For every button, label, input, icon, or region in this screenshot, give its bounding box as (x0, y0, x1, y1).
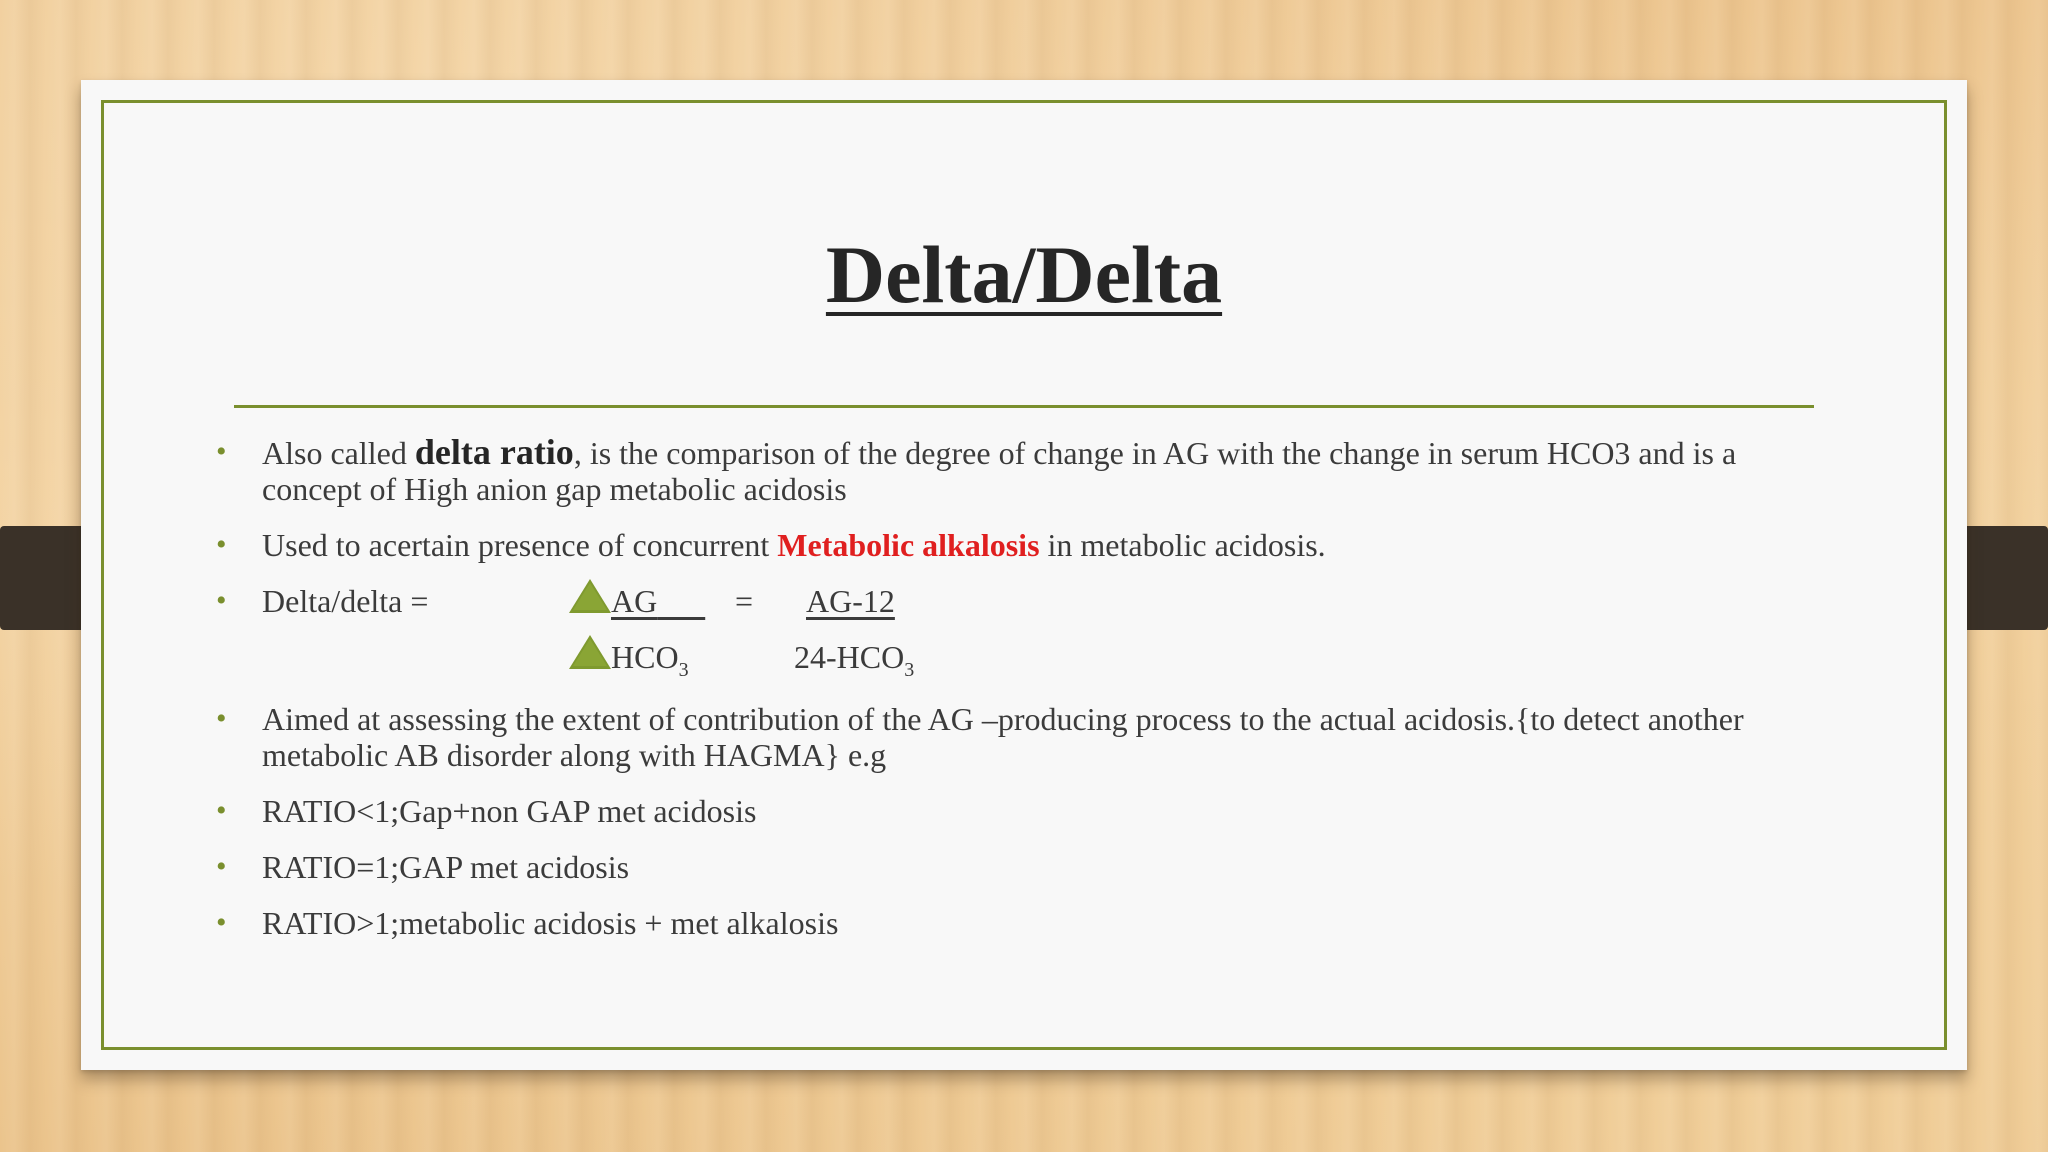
formula-numerator-left: AG (611, 583, 658, 619)
bullet-2-highlight: Metabolic alkalosis (777, 527, 1040, 563)
formula-label: Delta/delta = (262, 583, 429, 619)
bullet-1-bold-term: delta ratio (414, 432, 574, 472)
delta-triangle-icon (569, 635, 611, 669)
bullet-1-post: , is the comparison of the degree of change in AG with the change in serum HCO3 and is a concept of High anion gap metabolic acidosis (262, 435, 1737, 507)
bullet-dot-icon: • (216, 528, 227, 561)
slide-paper (81, 80, 1967, 1070)
bullet-1-pre: Also called (262, 435, 415, 471)
bullet-5-text: RATIO<1;Gap+non GAP met acidosis (262, 793, 757, 829)
title-divider (234, 405, 1814, 408)
bullet-dot-icon: • (216, 906, 227, 939)
bullet-item-6 (216, 849, 1816, 885)
bullet-7-text: RATIO>1;metabolic acidosis + met alkalosis (262, 905, 839, 941)
bullet-dot-icon: • (216, 435, 227, 468)
bullet-2-post: in metabolic acidosis. (1039, 527, 1326, 563)
slide-title: Delta/Delta (825, 229, 1223, 320)
bullet-item-5 (216, 793, 1816, 829)
bullet-4-text: Aimed at assessing the extent of contribution of the AG –producing process to the actual acidosis.{to detect another metabolic AB disorder along with HAGMA} e.g (262, 701, 1744, 773)
formula-denominator-right: $24-HCO_3$ (794, 639, 915, 681)
bullet-item-3-formula (216, 583, 1816, 639)
bullet-6-text: RATIO=1;GAP met acidosis (262, 849, 630, 885)
bullet-item-2 (216, 527, 1816, 563)
bullet-item-4 (216, 701, 1816, 773)
bullet-2-pre: Used to acertain presence of concurrent (262, 527, 778, 563)
bullet-dot-icon: • (216, 584, 227, 617)
formula-denominator-left: $HCO_3$ (611, 639, 689, 681)
bullet-item-7 (216, 905, 1816, 941)
formula-equals: = (735, 583, 754, 619)
bullet-dot-icon: • (216, 702, 227, 735)
bullet-item-1 (216, 434, 1816, 507)
bullet-list (216, 434, 1816, 941)
delta-triangle-icon (569, 579, 611, 613)
bullet-dot-icon: • (216, 850, 227, 883)
bullet-dot-icon: • (216, 794, 227, 827)
formula-numerator-right: AG-12 (806, 583, 895, 619)
formula-denominator-row (216, 639, 1816, 695)
